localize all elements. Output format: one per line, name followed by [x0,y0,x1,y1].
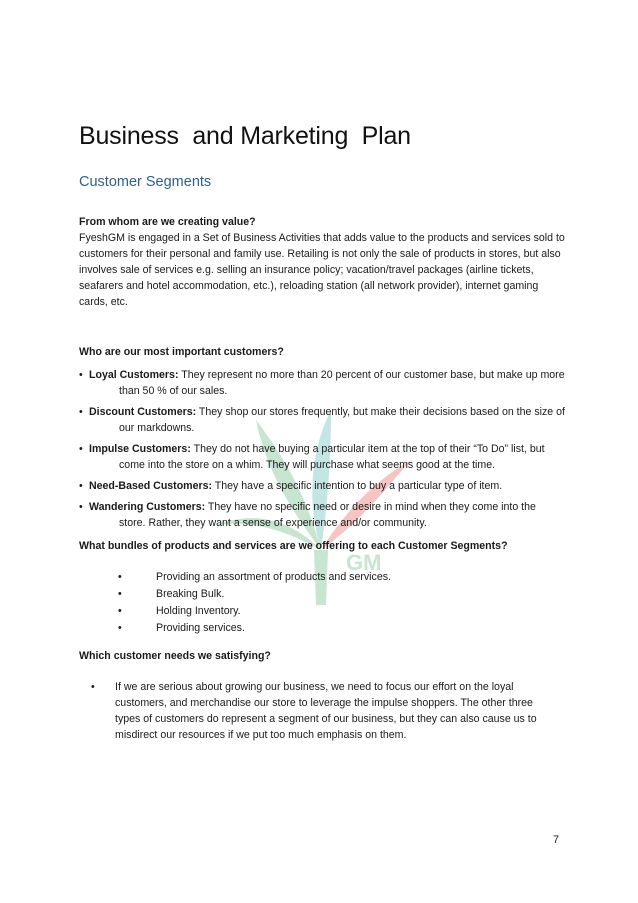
question-heading: Which customer needs we satisfying? [79,650,271,662]
bundle-text: Holding Inventory. [156,605,241,617]
bullet-icon: • [79,369,83,381]
bullet-icon: • [79,480,83,492]
list-item [79,478,565,494]
needs-text: If we are serious about growing our business, we need to focus our effort on the loyal customers, and merchandise our store to leverage the impulse shoppers. The other three types of customers do represent a segment of our business, but they can also cause us to misdirect our resources if we put too much emphasis on them. [115,681,537,741]
bullet-icon: • [79,406,83,418]
bundle-list [118,569,565,637]
customer-description: They have no specific need or desire in mind when they come into the store. Rather, they want a sense of experience and/or community. [119,501,536,529]
bundle-text: Providing services. [156,622,245,634]
question-heading: From whom are we creating value? [79,216,256,228]
section-subtitle: Customer Segments [79,174,212,190]
customer-description: They have a specific intention to buy a particular type of item. [212,480,503,492]
customer-term: Impulse Customers: [89,443,191,455]
bullet-icon: • [118,622,122,634]
list-item [79,441,565,473]
bundle-text: Breaking Bulk. [156,588,225,600]
section-customer-needs [79,648,565,743]
customer-term: Need-Based Customers: [89,480,213,492]
customer-description: They do not have buying a particular item at the top of their “To Do” list, but come into the store on a whim. They will purchase what seems good at the time. [119,443,545,471]
bundle-text: Providing an assortment of products and services. [156,571,391,583]
needs-list [91,679,537,743]
bullet-icon: • [91,681,95,693]
customer-description: They represent no more than 20 percent of our customer base, but make up more than 50 % of our sales. [119,369,565,397]
bullet-icon: • [79,443,83,455]
customer-description: They shop our stores frequently, but make their decisions based on the size of our markdowns. [119,406,565,434]
svg-text:GM: GM [346,550,382,575]
customer-type-list [79,367,565,531]
section-value-creation [79,214,565,310]
list-item [79,367,565,399]
list-item [118,569,565,586]
list-item [79,499,565,531]
list-item [79,404,565,436]
list-item [118,586,565,603]
bullet-icon: • [118,571,122,583]
bullet-icon: • [118,588,122,600]
document-title: Business and Marketing Plan [79,122,411,150]
section-product-bundles [79,538,565,637]
customer-term: Wandering Customers: [89,501,206,513]
bullet-icon: • [118,605,122,617]
customer-term: Discount Customers: [89,406,197,418]
list-item [118,620,565,637]
section-important-customers [79,344,565,536]
page-number: 7 [553,834,559,846]
bullet-icon: • [79,501,83,513]
customer-term: Loyal Customers: [89,369,179,381]
list-item [118,603,565,620]
question-heading: Who are our most important customers? [79,346,284,358]
list-item [91,679,537,743]
value-paragraph: FyeshGM is engaged in a Set of Business Activities that adds value to the products and services sold to customers for their personal and family use. Retailing is not only the sale of products in stores, but also involves sale of services e.g. selling an insurance policy; vacation/travel packages (airline tickets, seafarers and hotel accommodation, etc.), reloading station (all network provider), internet gaming cards, etc. [79,232,565,308]
question-heading: What bundles of products and services are we offering to each Customer Segments? [79,540,508,552]
